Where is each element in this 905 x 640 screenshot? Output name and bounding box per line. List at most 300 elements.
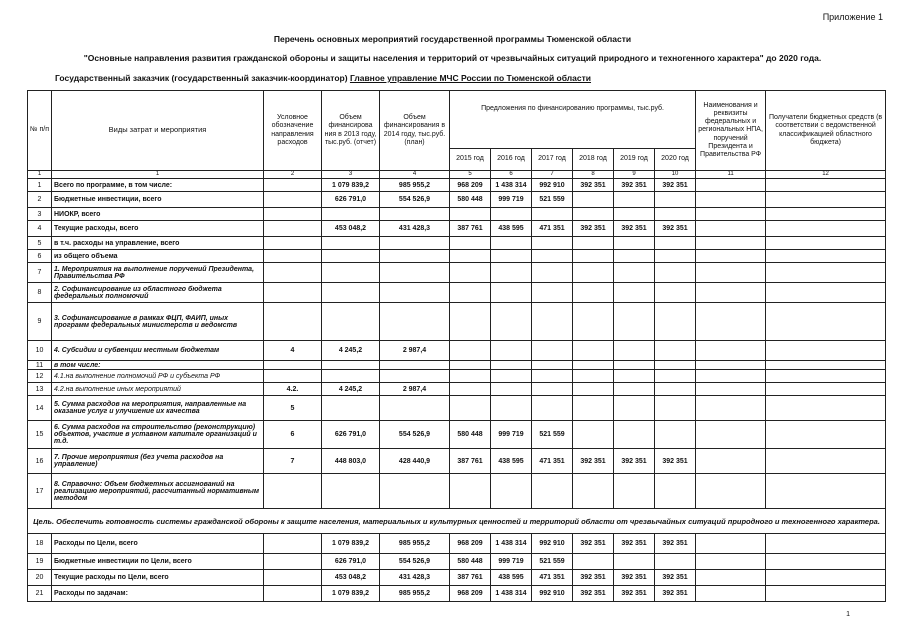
row-year-value: [532, 396, 573, 421]
customer-line: [55, 73, 591, 83]
row-year-value: [491, 370, 532, 383]
row-year-value: [655, 283, 696, 303]
row-recipients: [766, 554, 886, 570]
row-name: 3. Софинансирование в рамках ФЦП, ФАИП, иных программ федеральных министерств и ведомств: [52, 303, 264, 341]
row-year-value: 392 351: [655, 221, 696, 237]
table-row: [28, 370, 886, 383]
row-year-value: 392 351: [655, 179, 696, 192]
row-name: Текущие расходы, всего: [52, 221, 264, 237]
row-year-value: [532, 283, 573, 303]
row-fin2014: 985 955,2: [380, 534, 450, 554]
table-row: [28, 303, 886, 341]
row-npa: [696, 208, 766, 221]
row-number: 8: [28, 283, 52, 303]
row-name: Бюджетные инвестиции по Цели, всего: [52, 554, 264, 570]
header-year: 2016 год: [491, 149, 532, 171]
row-fin2014: 431 428,3: [380, 570, 450, 586]
row-fin2014: [380, 361, 450, 370]
document-title: Перечень основных мероприятий государственной программы Тюменской области: [273, 34, 632, 44]
row-name: 4.2.на выполнение иных мероприятий: [52, 383, 264, 396]
row-npa: [696, 361, 766, 370]
row-number: 15: [28, 421, 52, 449]
row-year-value: [655, 554, 696, 570]
row-npa: [696, 237, 766, 250]
row-recipients: [766, 250, 886, 263]
table-row: [28, 283, 886, 303]
row-npa: [696, 250, 766, 263]
row-name: в том числе:: [52, 361, 264, 370]
header-num: № п/п: [28, 91, 52, 171]
row-code: [264, 263, 322, 283]
table-row: [28, 449, 886, 474]
row-number: 2: [28, 192, 52, 208]
row-year-value: [450, 396, 491, 421]
row-year-value: [450, 250, 491, 263]
row-number: 20: [28, 570, 52, 586]
row-name: 2. Софинансирование из областного бюджета федеральных полномочий: [52, 283, 264, 303]
row-name: из общего объема: [52, 250, 264, 263]
row-number: 4: [28, 221, 52, 237]
row-recipients: [766, 370, 886, 383]
row-fin2013: [322, 396, 380, 421]
row-fin2014: [380, 237, 450, 250]
row-recipients: [766, 570, 886, 586]
row-year-value: [614, 396, 655, 421]
table-row: [28, 421, 886, 449]
row-fin2013: 448 803,0: [322, 449, 380, 474]
row-recipients: [766, 421, 886, 449]
row-year-value: 392 351: [655, 449, 696, 474]
row-year-value: 392 351: [655, 570, 696, 586]
header-npa: Наименования и реквизиты федеральных и региональных НПА, поручений Президента и Правительства РФ: [696, 91, 766, 171]
row-year-value: 392 351: [573, 179, 614, 192]
customer-value: Главное управление МЧС России по Тюменской области: [349, 73, 592, 83]
row-year-value: [614, 208, 655, 221]
row-fin2013: 453 048,2: [322, 570, 380, 586]
col-number: 8: [573, 171, 614, 179]
row-number: 10: [28, 341, 52, 361]
row-year-value: [655, 303, 696, 341]
row-year-value: [532, 237, 573, 250]
row-recipients: [766, 283, 886, 303]
row-year-value: [573, 303, 614, 341]
row-code: [264, 361, 322, 370]
header-kinds: Виды затрат и мероприятия: [52, 91, 264, 171]
row-recipients: [766, 208, 886, 221]
col-number: 6: [491, 171, 532, 179]
row-year-value: [532, 250, 573, 263]
row-year-value: [614, 283, 655, 303]
row-year-value: [450, 237, 491, 250]
row-code: 4.2.: [264, 383, 322, 396]
row-number: 7: [28, 263, 52, 283]
col-number: 7: [532, 171, 573, 179]
row-recipients: [766, 474, 886, 509]
row-year-value: 999 719: [491, 421, 532, 449]
row-year-value: [573, 474, 614, 509]
row-fin2014: [380, 474, 450, 509]
row-fin2014: 431 428,3: [380, 221, 450, 237]
row-year-value: 392 351: [573, 221, 614, 237]
row-fin2013: [322, 263, 380, 283]
table-row: [28, 534, 886, 554]
table-row: [28, 586, 886, 602]
row-year-value: [614, 370, 655, 383]
goal-text: Цель. Обеспечить готовность системы гражданской обороны к защите населения, материальных и культурных ценностей и территорий области от чрезвычайных ситуаций природного и техногенного характера.: [28, 509, 886, 534]
row-name: Расходы по задачам:: [52, 586, 264, 602]
row-code: 6: [264, 421, 322, 449]
row-year-value: 999 719: [491, 554, 532, 570]
row-year-value: [573, 237, 614, 250]
row-name: Всего по программе, в том числе:: [52, 179, 264, 192]
row-npa: [696, 221, 766, 237]
row-name: 4.1.на выполнение полномочий РФ и субъекта РФ: [52, 370, 264, 383]
row-year-value: 580 448: [450, 192, 491, 208]
row-year-value: 521 559: [532, 421, 573, 449]
row-year-value: [573, 341, 614, 361]
row-year-value: [491, 341, 532, 361]
row-number: 16: [28, 449, 52, 474]
row-year-value: 392 351: [655, 586, 696, 602]
row-year-value: [532, 474, 573, 509]
table-row: [28, 554, 886, 570]
row-npa: [696, 383, 766, 396]
row-year-value: 392 351: [614, 570, 655, 586]
row-npa: [696, 449, 766, 474]
row-year-value: 1 438 314: [491, 179, 532, 192]
row-number: 13: [28, 383, 52, 396]
col-number: 9: [614, 171, 655, 179]
row-name: 1. Мероприятия на выполнение поручений Президента, Правительства РФ: [52, 263, 264, 283]
row-fin2014: 985 955,2: [380, 586, 450, 602]
row-recipients: [766, 237, 886, 250]
row-year-value: 392 351: [614, 586, 655, 602]
row-recipients: [766, 263, 886, 283]
row-number: 19: [28, 554, 52, 570]
row-name: 8. Справочно: Объем бюджетных ассигнований на реализацию мероприятий, рассчитанный нормативным методом: [52, 474, 264, 509]
row-year-value: 521 559: [532, 192, 573, 208]
col-number: 12: [766, 171, 886, 179]
row-code: [264, 534, 322, 554]
row-year-value: [614, 237, 655, 250]
row-year-value: 968 209: [450, 179, 491, 192]
row-year-value: 992 910: [532, 534, 573, 554]
table-row: [28, 361, 886, 370]
row-year-value: [614, 554, 655, 570]
row-fin2013: [322, 208, 380, 221]
row-year-value: 992 910: [532, 179, 573, 192]
row-year-value: [532, 370, 573, 383]
row-year-value: [573, 421, 614, 449]
row-year-value: 392 351: [614, 221, 655, 237]
col-number: 1: [52, 171, 264, 179]
row-year-value: [450, 208, 491, 221]
row-fin2014: 2 987,4: [380, 341, 450, 361]
row-npa: [696, 534, 766, 554]
row-fin2013: 1 079 839,2: [322, 586, 380, 602]
row-code: [264, 179, 322, 192]
row-number: 9: [28, 303, 52, 341]
row-fin2014: 554 526,9: [380, 421, 450, 449]
row-year-value: [655, 396, 696, 421]
row-number: 5: [28, 237, 52, 250]
row-fin2013: 4 245,2: [322, 383, 380, 396]
row-year-value: 392 351: [573, 449, 614, 474]
row-fin2014: [380, 250, 450, 263]
row-npa: [696, 474, 766, 509]
row-fin2014: [380, 208, 450, 221]
row-npa: [696, 586, 766, 602]
row-year-value: 438 595: [491, 449, 532, 474]
row-year-value: [450, 341, 491, 361]
table-row: [28, 208, 886, 221]
row-year-value: [532, 263, 573, 283]
row-code: [264, 221, 322, 237]
row-year-value: [450, 263, 491, 283]
row-npa: [696, 554, 766, 570]
row-year-value: [614, 421, 655, 449]
row-year-value: 438 595: [491, 221, 532, 237]
row-year-value: 392 351: [614, 179, 655, 192]
row-year-value: [573, 383, 614, 396]
row-year-value: 392 351: [614, 449, 655, 474]
table-row: [28, 179, 886, 192]
row-year-value: [655, 341, 696, 361]
row-fin2014: [380, 396, 450, 421]
row-recipients: [766, 221, 886, 237]
row-code: [264, 586, 322, 602]
col-number: 5: [450, 171, 491, 179]
row-year-value: [655, 237, 696, 250]
row-number: 1: [28, 179, 52, 192]
annex-label: Приложение 1: [822, 12, 883, 22]
row-name: 4. Субсидии и субвенции местным бюджетам: [52, 341, 264, 361]
row-npa: [696, 303, 766, 341]
row-year-value: [573, 263, 614, 283]
row-recipients: [766, 179, 886, 192]
row-fin2013: [322, 283, 380, 303]
header-fin2014: Объем финансирования в 2014 году, тыс.руб. (план): [380, 91, 450, 171]
header-row-top: [28, 91, 886, 149]
row-year-value: [491, 263, 532, 283]
row-year-value: [655, 361, 696, 370]
row-year-value: 1 438 314: [491, 534, 532, 554]
row-fin2014: [380, 370, 450, 383]
row-year-value: 392 351: [614, 534, 655, 554]
row-recipients: [766, 383, 886, 396]
row-recipients: [766, 192, 886, 208]
row-year-value: [655, 370, 696, 383]
row-recipients: [766, 449, 886, 474]
row-year-value: [655, 208, 696, 221]
row-year-value: [491, 361, 532, 370]
row-year-value: 387 761: [450, 449, 491, 474]
row-year-value: [573, 283, 614, 303]
row-year-value: [573, 192, 614, 208]
row-year-value: [532, 303, 573, 341]
row-code: 4: [264, 341, 322, 361]
header-year: 2018 год: [573, 149, 614, 171]
row-fin2013: [322, 361, 380, 370]
row-year-value: [573, 554, 614, 570]
row-year-value: [532, 341, 573, 361]
row-year-value: 580 448: [450, 421, 491, 449]
row-code: 7: [264, 449, 322, 474]
row-year-value: [614, 250, 655, 263]
goal-row: [28, 509, 886, 534]
row-year-value: 1 438 314: [491, 586, 532, 602]
row-year-value: 471 351: [532, 570, 573, 586]
row-recipients: [766, 586, 886, 602]
row-code: [264, 303, 322, 341]
row-year-value: 471 351: [532, 221, 573, 237]
row-fin2014: 985 955,2: [380, 179, 450, 192]
row-year-value: [573, 208, 614, 221]
row-year-value: 968 209: [450, 534, 491, 554]
table-row: [28, 221, 886, 237]
row-year-value: [573, 396, 614, 421]
table-row: [28, 383, 886, 396]
row-year-value: 392 351: [655, 534, 696, 554]
row-code: [264, 474, 322, 509]
row-year-value: 392 351: [573, 570, 614, 586]
row-fin2013: 453 048,2: [322, 221, 380, 237]
row-year-value: [614, 192, 655, 208]
row-year-value: [532, 361, 573, 370]
header-year: 2019 год: [614, 149, 655, 171]
row-code: [264, 192, 322, 208]
row-year-value: [655, 263, 696, 283]
row-npa: [696, 283, 766, 303]
row-year-value: [532, 383, 573, 396]
col-number: 3: [322, 171, 380, 179]
row-year-value: [450, 474, 491, 509]
col-number: 4: [380, 171, 450, 179]
row-fin2014: [380, 283, 450, 303]
row-year-value: [491, 303, 532, 341]
row-code: [264, 570, 322, 586]
row-year-value: [573, 370, 614, 383]
table-row: [28, 341, 886, 361]
row-recipients: [766, 303, 886, 341]
row-year-value: 968 209: [450, 586, 491, 602]
table-row: [28, 250, 886, 263]
row-fin2013: 626 791,0: [322, 192, 380, 208]
row-name: НИОКР, всего: [52, 208, 264, 221]
row-recipients: [766, 396, 886, 421]
row-code: 5: [264, 396, 322, 421]
row-year-value: 999 719: [491, 192, 532, 208]
row-fin2013: [322, 474, 380, 509]
row-year-value: [573, 250, 614, 263]
row-year-value: [450, 370, 491, 383]
row-npa: [696, 263, 766, 283]
row-code: [264, 283, 322, 303]
row-year-value: 392 351: [573, 586, 614, 602]
row-number: 12: [28, 370, 52, 383]
row-year-value: [614, 263, 655, 283]
row-year-value: 438 595: [491, 570, 532, 586]
header-recipients: Получатели бюджетных средств (в соответствии с ведомственной классификацией областного бюджета): [766, 91, 886, 171]
header-year: 2020 год: [655, 149, 696, 171]
table-row: [28, 263, 886, 283]
program-title: "Основные направления развития гражданской обороны и защиты населения и территорий от чрезвычайных ситуаций природного и техногенного характера" до 2020 года.: [83, 53, 822, 63]
row-year-value: [491, 396, 532, 421]
row-name: Бюджетные инвестиции, всего: [52, 192, 264, 208]
row-year-value: 521 559: [532, 554, 573, 570]
row-npa: [696, 179, 766, 192]
row-npa: [696, 396, 766, 421]
header-year: 2017 год: [532, 149, 573, 171]
row-fin2014: [380, 303, 450, 341]
row-year-value: 387 761: [450, 221, 491, 237]
measures-table: [27, 90, 886, 602]
row-fin2014: 554 526,9: [380, 554, 450, 570]
row-fin2013: 626 791,0: [322, 554, 380, 570]
row-year-value: [655, 192, 696, 208]
table-row: [28, 570, 886, 586]
row-number: 6: [28, 250, 52, 263]
row-fin2013: 4 245,2: [322, 341, 380, 361]
row-recipients: [766, 341, 886, 361]
row-npa: [696, 570, 766, 586]
row-year-value: [450, 383, 491, 396]
row-year-value: [450, 361, 491, 370]
row-year-value: 392 351: [573, 534, 614, 554]
row-year-value: [491, 237, 532, 250]
col-number: 1: [28, 171, 52, 179]
row-name: Текущие расходы по Цели, всего: [52, 570, 264, 586]
column-number-row: [28, 171, 886, 179]
col-number: 2: [264, 171, 322, 179]
row-year-value: [655, 474, 696, 509]
row-name: 7. Прочие мероприятия (без учета расходов на управление): [52, 449, 264, 474]
row-name: Расходы по Цели, всего: [52, 534, 264, 554]
table-row: [28, 192, 886, 208]
row-year-value: [655, 383, 696, 396]
row-fin2013: [322, 370, 380, 383]
row-fin2013: 1 079 839,2: [322, 534, 380, 554]
row-fin2014: 2 987,4: [380, 383, 450, 396]
row-number: 18: [28, 534, 52, 554]
row-code: [264, 208, 322, 221]
row-name: 5. Сумма расходов на мероприятия, направленные на оказание услуг и улучшение их качества: [52, 396, 264, 421]
row-npa: [696, 192, 766, 208]
row-recipients: [766, 534, 886, 554]
row-year-value: [614, 383, 655, 396]
row-code: [264, 237, 322, 250]
row-number: 21: [28, 586, 52, 602]
row-code: [264, 554, 322, 570]
row-year-value: 387 761: [450, 570, 491, 586]
row-code: [264, 370, 322, 383]
header-designation: Условное обозначение направления расходов: [264, 91, 322, 171]
table-row: [28, 237, 886, 250]
header-fin2013: Объем финансирова ния в 2013 году, тыс.руб. (отчет): [322, 91, 380, 171]
row-fin2013: [322, 303, 380, 341]
row-year-value: [450, 303, 491, 341]
row-year-value: [655, 421, 696, 449]
header-year: 2015 год: [450, 149, 491, 171]
col-number: 10: [655, 171, 696, 179]
row-year-value: [573, 361, 614, 370]
row-year-value: [491, 383, 532, 396]
row-npa: [696, 341, 766, 361]
table-row: [28, 474, 886, 509]
row-year-value: [491, 250, 532, 263]
row-year-value: [614, 474, 655, 509]
row-number: 11: [28, 361, 52, 370]
